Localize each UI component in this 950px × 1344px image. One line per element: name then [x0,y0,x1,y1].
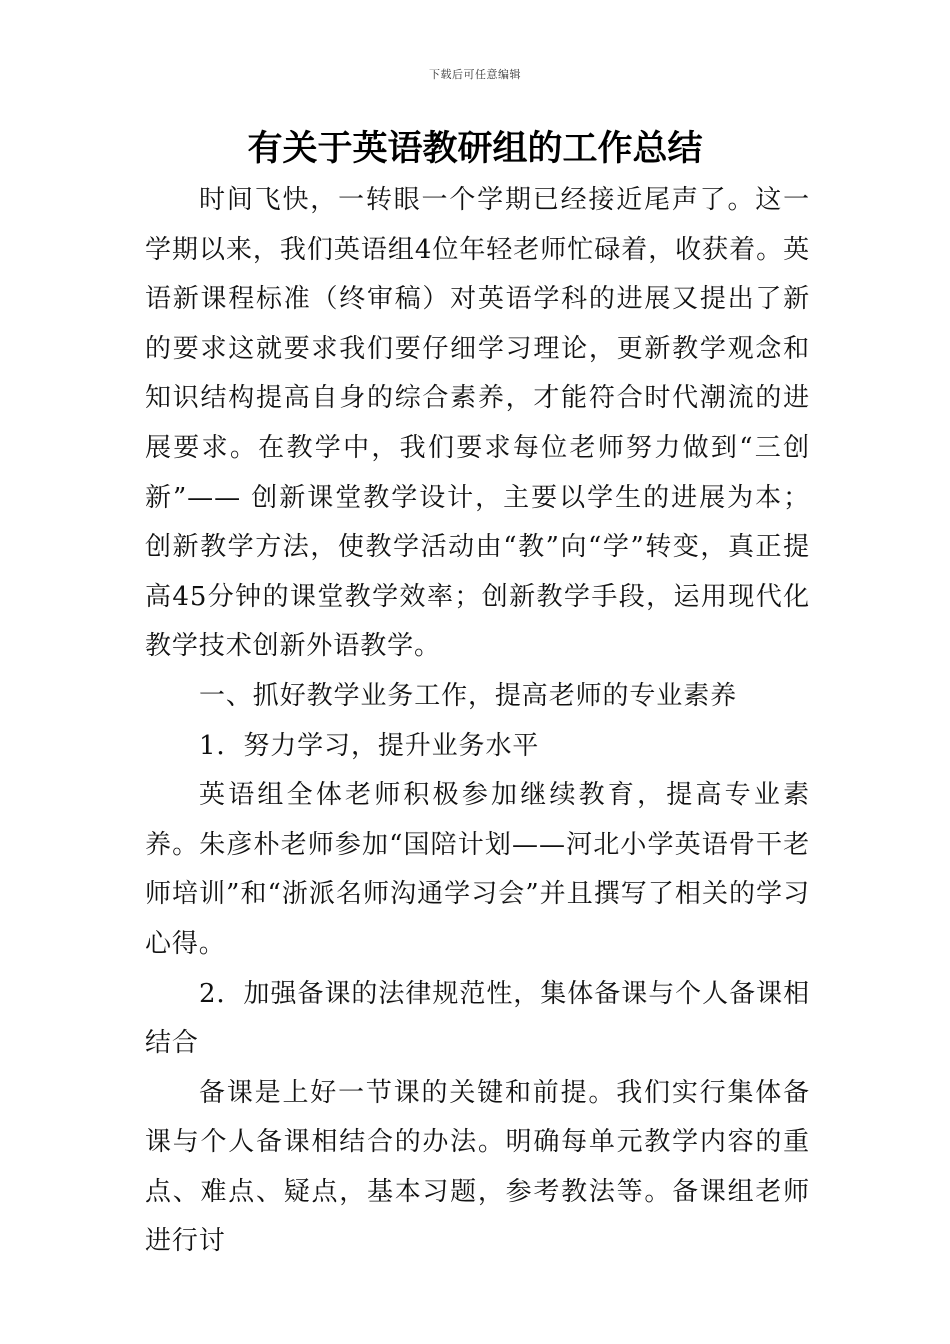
paragraph-study: 英语组全体老师积极参加继续教育，提高专业素养。朱彦朴老师参加“国陪计划——河北小学英语骨干老师培训”和“浙派名师沟通学习会”并且撰写了相关的学习心得。 [145,780,810,959]
section-heading-1: 一、抓好教学业务工作，提高老师的专业素养 [199,680,738,711]
paragraph-lesson-prep: 备课是上好一节课的关键和前提。我们实行集体备课与个人备课相结合的办法。明确每单元教学内容的重点、难点、疑点，基本习题，参考教法等。备课组老师进行讨 [145,1077,810,1257]
subheading-1: 1．努力学习，提升业务水平 [199,730,540,761]
document-body [145,176,810,1267]
page-title: 有关于英语教研组的工作总结 [247,129,703,169]
paragraph-intro: 时间飞快，一转眼一个学期已经接近尾声了。这一学期以来，我们英语组4位年轻老师忙碌着，收获着。英语新课程标准（终审稿）对英语学科的进展又提出了新的要求这就要求我们要仔细学习理论，更新教学观念和知识结构提高自身的综合素养，才能符合时代潮流的进展要求。在教学中，我们要求每位老师努力做到“三创新”—— 创新课堂教学设计，主要以学生的进展为本；创新教学方法，使教学活动由“教”向“学”转变，真正提高45分钟的课堂教学效率；创新教学手段，运用现代化教学技术创新外语教学。 [145,185,810,662]
subheading-2: 2．加强备课的法律规范性，集体备课与个人备课相结合 [145,978,810,1059]
header-note: 下载后可任意编辑 [429,68,521,81]
